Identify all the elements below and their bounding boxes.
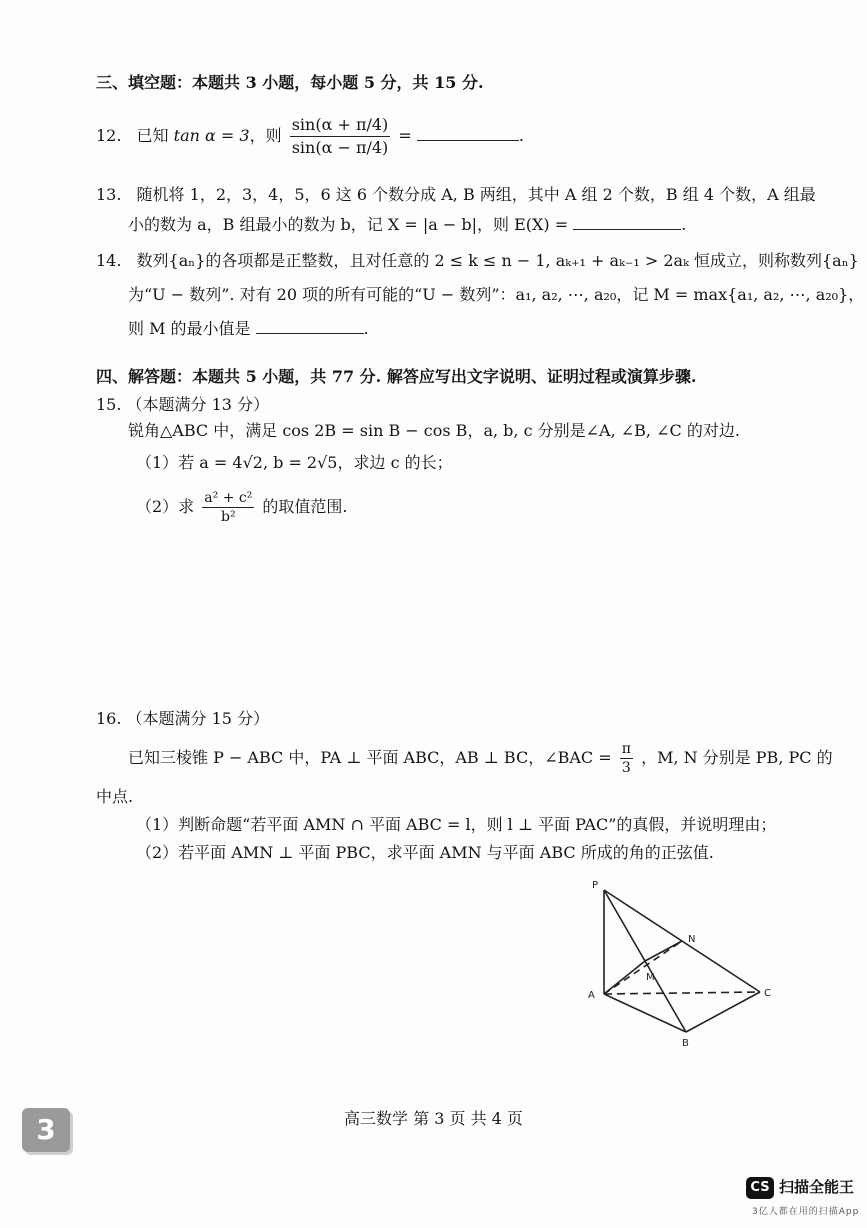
q16-fraction-denominator: 3 [621, 760, 631, 776]
q16-fraction [620, 741, 633, 776]
tetrahedron-diagram [578, 876, 798, 1052]
edge-AB [604, 994, 686, 1032]
q13-answer-blank[interactable] [573, 215, 681, 230]
q15-stem: 锐角△ABC 中，满足 cos 2B = sin B − cos B，a, b, c 分别是∠A, ∠B, ∠C 的对边. [128, 421, 740, 440]
q16-part1: （1）判断命题“若平面 AMN ∩ 平面 ABC = l，则 l ⊥ 平面 PAC”的真假，并说明理由； [136, 815, 777, 834]
q14-line3: 则 M 的最小值是 [128, 319, 251, 338]
label-A: A [588, 990, 595, 1001]
q13-end: . [681, 215, 687, 234]
label-N: N [688, 934, 696, 945]
q16-stem-b: ，M, N 分别是 PB, PC 的 [641, 748, 833, 767]
q15-header: 15. （本题满分 13 分） [96, 395, 270, 414]
section4-title: 四、解答题：本题共 5 小题，共 77 分. 解答应写出文字说明、证明过程或演算步骤. [96, 367, 697, 386]
q16-stem-a: 已知三棱锥 P − ABC 中，PA ⊥ 平面 ABC，AB ⊥ BC，∠BAC = [128, 748, 612, 767]
q14-line1: 数列{aₙ}的各项都是正整数，且对任意的 2 ≤ k ≤ n − 1, aₖ₊₁ + aₖ₋₁ > 2aₖ 恒成立，则称数列{aₙ} [136, 251, 859, 270]
question-14-line1 [96, 250, 859, 272]
edge-AN-dashed [604, 941, 682, 994]
scanner-app-name: 扫描全能王 [779, 1178, 855, 1196]
page-footer: 高三数学 第 3 页 共 4 页 [344, 1109, 523, 1128]
q15-part2-suffix: 的取值范围. [262, 497, 348, 516]
q12-numerator: sin(α + π/4) [290, 115, 391, 137]
q14-answer-blank[interactable] [256, 319, 364, 334]
q14-line2: 为“U − 数列”. 对有 20 项的所有可能的“U − 数列”：a₁, a₂, ⋯, a₂₀，记 M = max{a₁, a₂, ⋯, a₂₀}， [128, 285, 865, 304]
question-13-line1 [96, 184, 816, 206]
label-C: C [764, 988, 771, 999]
q15-part1: （1）若 a = 4√2, b = 2√5，求边 c 的长； [136, 453, 453, 472]
label-P: P [592, 880, 599, 891]
q14-end: . [363, 319, 369, 338]
q12-prefix: 已知 [136, 126, 169, 145]
q12-mid: ，则 [249, 126, 282, 145]
section3-title: 三、填空题：本题共 3 小题，每小题 5 分，共 15 分. [96, 73, 484, 92]
camscanner-logo-icon: CS [746, 1177, 774, 1199]
edge-AM [604, 961, 645, 994]
edge-AC-dashed [604, 992, 760, 994]
q14-number: 14. [96, 251, 122, 270]
q12-number: 12. [96, 126, 122, 145]
q15-fraction-numerator: a² + c² [204, 490, 253, 506]
q16-stem [128, 736, 833, 780]
q15-fraction-denominator: b² [221, 509, 236, 525]
q16-part2: （2）若平面 AMN ⊥ 平面 PBC，求平面 AMN 与平面 ABC 所成的角的正弦值. [136, 843, 714, 862]
q12-answer-blank[interactable] [417, 126, 519, 141]
q15-part2-prefix: （2）求 [136, 497, 195, 516]
q13-number: 13. [96, 185, 122, 204]
q15-part2 [136, 484, 348, 530]
question-13-line2 [128, 214, 686, 236]
q15-fraction [202, 490, 254, 525]
scanner-tagline: 3亿人都在用的扫描App [752, 1207, 860, 1217]
edge-BC [686, 992, 760, 1032]
label-B: B [682, 1038, 689, 1049]
q12-fraction [290, 115, 391, 158]
q16-stem-line2: 中点. [96, 787, 134, 806]
q12-end: . [518, 126, 524, 145]
question-12 [96, 104, 524, 168]
q12-denominator: sin(α − π/4) [291, 138, 389, 157]
q13-line1: 随机将 1，2，3，4，5，6 这 6 个数分成 A, B 两组，其中 A 组 2 个数，B 组 4 个数，A 组最 [136, 185, 816, 204]
label-M: M [646, 972, 655, 983]
q16-header: 16. （本题满分 15 分） [96, 709, 270, 728]
q12-given: tan α = 3 [173, 126, 250, 145]
page-number-badge: 3 [22, 1108, 70, 1152]
question-14-line3 [128, 318, 369, 340]
q16-fraction-numerator: π [621, 741, 631, 757]
q13-line2: 小的数为 a，B 组最小的数为 b，记 X = |a − b|，则 E(X) = [128, 215, 569, 234]
q12-equals: = [398, 126, 412, 145]
